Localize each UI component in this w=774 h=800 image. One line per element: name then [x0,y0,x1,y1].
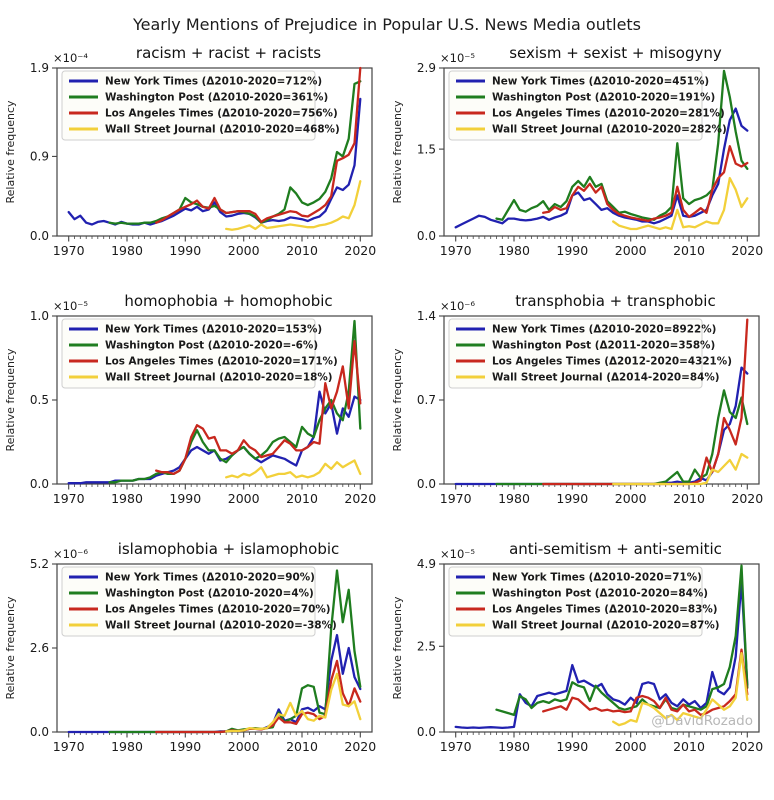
panel-title: homophobia + homophobic [124,292,333,310]
x-tick-label: 1970 [52,243,85,258]
y-tick-label: 0.0 [29,477,49,492]
legend-label: Los Angeles Times (Δ2012-2020=4321%) [492,355,732,368]
y-axis-label: Relative frequency [4,596,17,700]
x-tick-label: 1990 [556,491,589,506]
axis-exponent-label: ×10⁻⁶ [440,299,475,313]
legend-label: Washington Post (Δ2010-2020=-6%) [105,339,319,352]
y-tick-label: 5.2 [29,557,49,572]
x-tick-label: 1980 [498,739,530,754]
y-axis-label: Relative frequency [4,100,17,204]
legend-label: Wall Street Journal (Δ2010-2020=87%) [492,619,720,632]
panel-transphobia [387,286,774,534]
x-tick-label: 2000 [227,739,260,754]
x-tick-label: 1970 [439,739,472,754]
y-tick-label: 1.0 [29,309,49,324]
y-tick-label: 0.0 [416,725,436,740]
x-tick-label: 1990 [169,243,202,258]
x-tick-label: 2000 [614,243,647,258]
panel-svg-transphobia [387,286,774,534]
panels-grid [0,38,774,782]
panel-title: islamophobia + islamophobic [117,540,340,558]
legend [449,567,719,636]
legend [449,319,732,388]
y-tick-label: 0.7 [416,393,436,408]
x-tick-label: 1970 [439,243,472,258]
legend-label: New York Times (Δ2010-2020=712%) [105,75,323,88]
legend-label: Wall Street Journal (Δ2010-2020=282%) [492,123,727,136]
x-tick-label: 1970 [52,739,85,754]
axis-exponent-label: ×10⁻⁶ [53,547,88,561]
panel-svg-anti-semitism [387,534,774,782]
axis-exponent-label: ×10⁻⁵ [440,51,475,65]
legend-label: Wall Street Journal (Δ2010-2020=468%) [105,123,340,136]
y-tick-label: 0.5 [29,393,49,408]
x-tick-label: 1980 [111,491,143,506]
x-tick-label: 2020 [731,243,764,258]
legend [62,567,337,636]
legend-label: New York Times (Δ2010-2020=90%) [105,571,315,584]
y-tick-label: 2.9 [416,61,436,76]
legend [62,319,338,388]
x-tick-label: 2020 [344,739,377,754]
panel-svg-sexism [387,38,774,286]
legend-label: Washington Post (Δ2010-2020=84%) [492,587,708,600]
axis-exponent-label: ×10⁻⁴ [53,51,88,65]
series-line-washington-post [497,390,748,484]
legend-label: Washington Post (Δ2010-2020=361%) [105,91,329,104]
x-tick-label: 2000 [227,491,260,506]
legend-label: New York Times (Δ2010-2020=8922%) [492,323,717,336]
legend-label: Wall Street Journal (Δ2010-2020=-38%) [105,619,337,632]
legend [62,71,340,140]
legend-label: Wall Street Journal (Δ2010-2020=18%) [105,371,333,384]
x-tick-label: 1970 [52,491,85,506]
y-tick-label: 0.0 [29,229,49,244]
x-tick-label: 1980 [498,491,530,506]
x-tick-label: 2020 [344,491,377,506]
legend-label: Los Angeles Times (Δ2010-2020=281%) [492,107,725,120]
panel-title: racism + racist + racists [135,44,322,62]
panel-svg-homophobia [0,286,387,534]
axis-exponent-label: ×10⁻⁵ [53,299,88,313]
legend-label: Washington Post (Δ2011-2020=358%) [492,339,716,352]
panel-title: anti-semitism + anti-semitic [509,540,722,558]
figure-title: Yearly Mentions of Prejudice in Popular U.S. News Media outlets [132,15,642,34]
y-tick-label: 1.4 [416,309,436,324]
panel-svg-islamophobia [0,534,387,782]
legend-label: New York Times (Δ2010-2020=451%) [492,75,710,88]
legend-label: Washington Post (Δ2010-2020=191%) [492,91,716,104]
y-axis-label: Relative frequency [391,348,404,452]
x-tick-label: 2000 [614,739,647,754]
x-tick-label: 2010 [286,491,318,506]
y-axis-label: Relative frequency [391,596,404,700]
x-tick-label: 1990 [169,491,202,506]
y-axis-label: Relative frequency [4,348,17,452]
x-tick-label: 1990 [556,243,589,258]
legend-label: Los Angeles Times (Δ2010-2020=70%) [105,603,331,616]
legend-label: Los Angeles Times (Δ2010-2020=83%) [492,603,718,616]
x-tick-label: 1990 [556,739,589,754]
x-tick-label: 2010 [673,491,705,506]
axis-exponent-label: ×10⁻⁵ [440,547,475,561]
y-axis-label: Relative frequency [391,100,404,204]
y-tick-label: 0.0 [29,725,49,740]
x-tick-label: 2000 [227,243,260,258]
watermark: @DavidRozado [651,713,753,729]
panel-sexism [387,38,774,286]
panel-title: transphobia + transphobic [515,292,716,310]
x-tick-label: 2020 [731,739,764,754]
x-tick-label: 2010 [286,243,318,258]
legend-label: Los Angeles Times (Δ2010-2020=756%) [105,107,338,120]
panel-homophobia [0,286,387,534]
x-tick-label: 2020 [344,243,377,258]
legend-label: New York Times (Δ2010-2020=71%) [492,571,702,584]
x-tick-label: 2010 [673,739,705,754]
legend-label: Los Angeles Times (Δ2010-2020=171%) [105,355,338,368]
y-tick-label: 1.9 [29,61,49,76]
series-line-wall-street-journal [613,454,747,484]
x-tick-label: 1990 [169,739,202,754]
panel-racism [0,38,387,286]
x-tick-label: 1970 [439,491,472,506]
x-tick-label: 2010 [673,243,705,258]
panel-islamophobia [0,534,387,782]
legend-label: New York Times (Δ2010-2020=153%) [105,323,323,336]
y-tick-label: 4.9 [416,557,436,572]
panel-svg-racism [0,38,387,286]
panel-anti-semitism [387,534,774,782]
panel-title: sexism + sexist + misogyny [509,44,722,62]
x-tick-label: 1980 [111,739,143,754]
x-tick-label: 2010 [286,739,318,754]
y-tick-label: 1.5 [416,142,436,157]
y-tick-label: 0.0 [416,229,436,244]
legend [449,71,727,140]
x-tick-label: 2000 [614,491,647,506]
y-tick-label: 0.9 [29,149,49,164]
x-tick-label: 1980 [498,243,530,258]
y-tick-label: 0.0 [416,477,436,492]
legend-label: Washington Post (Δ2010-2020=4%) [105,587,314,600]
y-tick-label: 2.6 [29,641,49,656]
x-tick-label: 2020 [731,491,764,506]
y-tick-label: 2.5 [416,639,436,654]
x-tick-label: 1980 [111,243,143,258]
legend-label: Wall Street Journal (Δ2014-2020=84%) [492,371,720,384]
